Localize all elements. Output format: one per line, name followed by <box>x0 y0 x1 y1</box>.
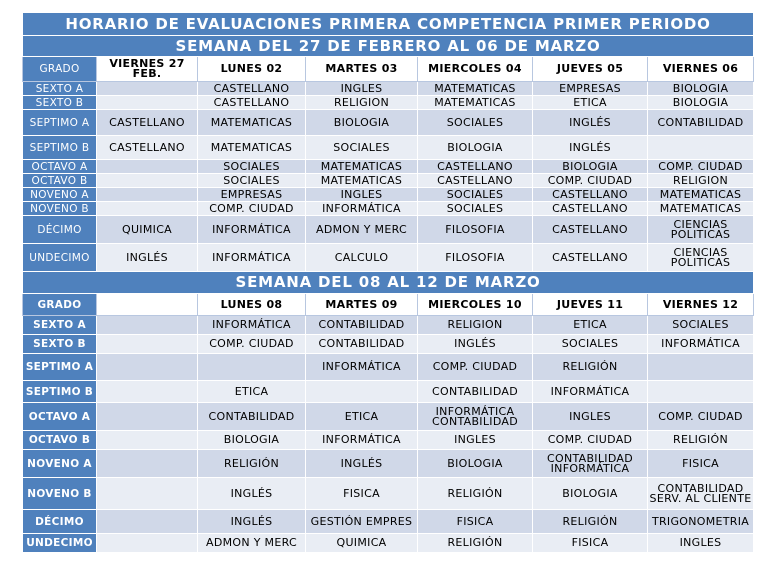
exam-cell: BIOLOGIA <box>533 478 648 510</box>
exam-cell: ADMON Y MERC <box>306 216 418 244</box>
week2-row <box>23 478 754 510</box>
exam-cell: FILOSOFIA <box>418 216 533 244</box>
grade-cell: DÉCIMO <box>23 216 97 244</box>
exam-cell: BIOLOGIA <box>533 160 648 174</box>
exam-cell: FISICA <box>418 510 533 534</box>
grade-cell: NOVENO B <box>23 478 97 510</box>
exam-cell <box>97 96 198 110</box>
exam-cell: RELIGION <box>418 316 533 335</box>
exam-cell: ETICA <box>533 316 648 335</box>
exam-cell: CONTABILIDAD <box>198 403 306 431</box>
exam-cell: FISICA <box>306 478 418 510</box>
exam-cell: RELIGIÓN <box>533 510 648 534</box>
exam-cell: INFORMÁTICA CONTABILIDAD <box>418 403 533 431</box>
week1-row <box>23 188 754 202</box>
exam-cell: CASTELLANO <box>97 110 198 136</box>
exam-cell <box>97 381 198 403</box>
exam-cell: INFORMÁTICA <box>306 431 418 450</box>
exam-cell: MIERCOLES 10 <box>418 294 533 316</box>
exam-cell: SOCIALES <box>648 316 754 335</box>
week2-title: SEMANA DEL 08 AL 12 DE MARZO <box>23 272 754 294</box>
exam-cell: MIERCOLES 04 <box>418 57 533 82</box>
exam-cell: BIOLOGIA <box>418 450 533 478</box>
exam-cell <box>97 354 198 381</box>
exam-cell: CASTELLANO <box>198 96 306 110</box>
exam-cell <box>198 354 306 381</box>
exam-cell: VIERNES 27 FEB. <box>97 57 198 82</box>
exam-cell <box>648 136 754 160</box>
exam-cell: BIOLOGIA <box>306 110 418 136</box>
exam-cell <box>97 82 198 96</box>
exam-cell: CASTELLANO <box>533 188 648 202</box>
exam-cell: INFORMÁTICA <box>306 202 418 216</box>
schedule-table-wrapper <box>22 12 753 553</box>
exam-cell: VIERNES 12 <box>648 294 754 316</box>
exam-cell: INGLÉS <box>198 478 306 510</box>
exam-cell: RELIGIÓN <box>418 534 533 553</box>
grade-cell: DÉCIMO <box>23 510 97 534</box>
week2-row <box>23 510 754 534</box>
week2-title-row <box>23 272 754 294</box>
exam-cell: CONTABILIDAD SERV. AL CLIENTE <box>648 478 754 510</box>
week1-row <box>23 174 754 188</box>
grade-cell: SEXTO A <box>23 82 97 96</box>
exam-cell <box>97 510 198 534</box>
exam-cell: INGLES <box>418 431 533 450</box>
exam-cell: COMP. CIUDAD <box>198 202 306 216</box>
exam-cell: INFORMÁTICA <box>533 381 648 403</box>
exam-cell: JUEVES 11 <box>533 294 648 316</box>
exam-cell: INGLÉS <box>533 136 648 160</box>
exam-cell: CASTELLANO <box>198 82 306 96</box>
exam-cell: LUNES 02 <box>198 57 306 82</box>
grade-cell: SEPTIMO B <box>23 381 97 403</box>
exam-cell: CONTABILIDAD INFORMÁTICA <box>533 450 648 478</box>
exam-cell: CASTELLANO <box>418 174 533 188</box>
exam-cell: INFORMÁTICA <box>198 244 306 272</box>
exam-cell: ETICA <box>198 381 306 403</box>
exam-cell: INGLÉS <box>97 244 198 272</box>
week2-row <box>23 335 754 354</box>
exam-cell <box>97 478 198 510</box>
grade-cell: GRADO <box>23 57 97 82</box>
exam-cell: INGLÉS <box>418 335 533 354</box>
exam-cell <box>97 188 198 202</box>
exam-cell <box>97 431 198 450</box>
exam-cell <box>648 381 754 403</box>
exam-cell: SOCIALES <box>198 174 306 188</box>
grade-cell: SEXTO B <box>23 96 97 110</box>
grade-cell: NOVENO A <box>23 188 97 202</box>
week2-row <box>23 381 754 403</box>
week1-row <box>23 216 754 244</box>
exam-cell: COMP. CIUDAD <box>533 431 648 450</box>
exam-cell <box>97 534 198 553</box>
exam-cell: INFORMÁTICA <box>198 216 306 244</box>
exam-cell: MARTES 03 <box>306 57 418 82</box>
title-line-2: SEMANA DEL 27 DE FEBRERO AL 06 DE MARZO <box>23 36 754 57</box>
exam-cell: INGLES <box>306 188 418 202</box>
exam-cell: FISICA <box>533 534 648 553</box>
week2-row <box>23 403 754 431</box>
exam-cell: TRIGONOMETRIA <box>648 510 754 534</box>
exam-cell: MATEMATICAS <box>306 160 418 174</box>
exam-cell: INGLES <box>648 534 754 553</box>
grade-cell: GRADO <box>23 294 97 316</box>
exam-cell: CASTELLANO <box>97 136 198 160</box>
exam-cell: BIOLOGIA <box>198 431 306 450</box>
exam-cell: COMP. CIUDAD <box>198 335 306 354</box>
grade-cell: OCTAVO A <box>23 403 97 431</box>
exam-cell: CALCULO <box>306 244 418 272</box>
exam-cell: QUIMICA <box>97 216 198 244</box>
exam-cell: JUEVES 05 <box>533 57 648 82</box>
exam-cell: SOCIALES <box>418 202 533 216</box>
exam-cell: VIERNES 06 <box>648 57 754 82</box>
week1-row <box>23 136 754 160</box>
week1-row <box>23 82 754 96</box>
exam-cell: COMP. CIUDAD <box>648 403 754 431</box>
exam-cell: CASTELLANO <box>533 216 648 244</box>
exam-cell: CONTABILIDAD <box>418 381 533 403</box>
week2-row <box>23 431 754 450</box>
grade-cell: SEXTO A <box>23 316 97 335</box>
exam-cell: RELIGIÓN <box>648 431 754 450</box>
exam-cell: INFORMÁTICA <box>198 316 306 335</box>
exam-cell: RELIGIÓN <box>418 478 533 510</box>
week1-header-row <box>23 57 754 82</box>
exam-cell: CASTELLANO <box>418 160 533 174</box>
grade-cell: SEPTIMO A <box>23 110 97 136</box>
exam-cell: INGLÉS <box>198 510 306 534</box>
grade-cell: SEPTIMO B <box>23 136 97 160</box>
title-line-1: HORARIO DE EVALUACIONES PRIMERA COMPETENCIA PRIMER PERIODO <box>23 13 754 36</box>
exam-cell: RELIGIÓN <box>198 450 306 478</box>
exam-cell <box>97 316 198 335</box>
exam-cell <box>97 294 198 316</box>
exam-cell: RELIGIÓN <box>533 354 648 381</box>
exam-cell: ADMON Y MERC <box>198 534 306 553</box>
exam-cell: QUIMICA <box>306 534 418 553</box>
schedule-body <box>23 13 754 553</box>
exam-cell: INGLES <box>533 403 648 431</box>
week2-header-row <box>23 294 754 316</box>
exam-cell <box>97 450 198 478</box>
exam-cell: COMP. CIUDAD <box>648 160 754 174</box>
exam-cell: INGLES <box>306 82 418 96</box>
grade-cell: OCTAVO A <box>23 160 97 174</box>
exam-cell: CASTELLANO <box>533 244 648 272</box>
exam-cell: MATEMATICAS <box>198 110 306 136</box>
exam-cell: RELIGION <box>306 96 418 110</box>
week2-row <box>23 316 754 335</box>
exam-cell: INFORMÁTICA <box>648 335 754 354</box>
exam-cell: MATEMATICAS <box>648 188 754 202</box>
exam-cell: RELIGION <box>648 174 754 188</box>
grade-cell: NOVENO A <box>23 450 97 478</box>
grade-cell: SEXTO B <box>23 335 97 354</box>
exam-cell: INFORMÁTICA <box>306 354 418 381</box>
exam-cell: COMP. CIUDAD <box>533 174 648 188</box>
grade-cell: NOVENO B <box>23 202 97 216</box>
week1-row <box>23 160 754 174</box>
exam-cell: EMPRESAS <box>533 82 648 96</box>
exam-cell <box>97 335 198 354</box>
exam-cell <box>306 381 418 403</box>
week1-row <box>23 244 754 272</box>
exam-cell: COMP. CIUDAD <box>418 354 533 381</box>
week1-row <box>23 110 754 136</box>
grade-cell: OCTAVO B <box>23 431 97 450</box>
week2-row <box>23 450 754 478</box>
exam-cell: INGLÉS <box>306 450 418 478</box>
exam-cell: SOCIALES <box>198 160 306 174</box>
exam-cell: BIOLOGIA <box>648 82 754 96</box>
exam-cell: CASTELLANO <box>533 202 648 216</box>
exam-cell: MATEMATICAS <box>648 202 754 216</box>
exam-cell: MATEMATICAS <box>418 96 533 110</box>
exam-cell: SOCIALES <box>418 110 533 136</box>
exam-cell <box>648 354 754 381</box>
exam-cell <box>97 403 198 431</box>
title-row-1 <box>23 13 754 36</box>
exam-cell: MATEMATICAS <box>306 174 418 188</box>
exam-cell: CONTABILIDAD <box>648 110 754 136</box>
exam-cell: MATEMATICAS <box>418 82 533 96</box>
exam-cell: FILOSOFIA <box>418 244 533 272</box>
exam-cell: INGLÉS <box>533 110 648 136</box>
exam-cell: FISICA <box>648 450 754 478</box>
week1-row <box>23 96 754 110</box>
week2-row <box>23 354 754 381</box>
grade-cell: SEPTIMO A <box>23 354 97 381</box>
exam-cell: ETICA <box>306 403 418 431</box>
exam-cell: CONTABILIDAD <box>306 335 418 354</box>
exam-cell: MATEMATICAS <box>198 136 306 160</box>
exam-cell: EMPRESAS <box>198 188 306 202</box>
exam-cell: GESTIÓN EMPRES <box>306 510 418 534</box>
exam-cell: BIOLOGIA <box>418 136 533 160</box>
grade-cell: UNDECIMO <box>23 534 97 553</box>
title-row-2 <box>23 36 754 57</box>
exam-cell <box>97 174 198 188</box>
week1-row <box>23 202 754 216</box>
exam-cell: SOCIALES <box>533 335 648 354</box>
exam-cell: CIENCIAS POLITICAS <box>648 216 754 244</box>
exam-cell <box>97 202 198 216</box>
week2-row <box>23 534 754 553</box>
exam-cell: CONTABILIDAD <box>306 316 418 335</box>
exam-cell: CIENCIAS POLITICAS <box>648 244 754 272</box>
exam-cell: MARTES 09 <box>306 294 418 316</box>
exam-cell: SOCIALES <box>306 136 418 160</box>
exam-cell: SOCIALES <box>418 188 533 202</box>
grade-cell: OCTAVO B <box>23 174 97 188</box>
exam-cell: BIOLOGIA <box>648 96 754 110</box>
exam-cell <box>97 160 198 174</box>
grade-cell: UNDECIMO <box>23 244 97 272</box>
schedule-table <box>22 12 754 553</box>
exam-cell: LUNES 08 <box>198 294 306 316</box>
exam-cell: ETICA <box>533 96 648 110</box>
